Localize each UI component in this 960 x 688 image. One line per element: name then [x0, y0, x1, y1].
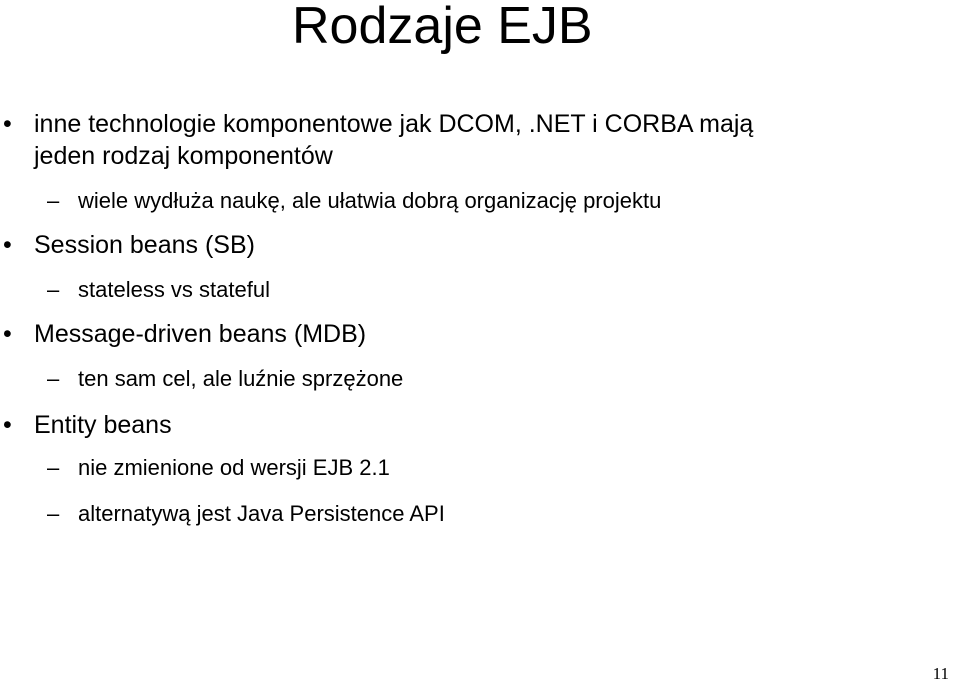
bullet-text: Entity beans [34, 411, 172, 439]
page-number: 11 [932, 664, 949, 683]
bullet-text: Session beans (SB) [34, 231, 255, 259]
dash-icon: – [47, 277, 60, 302]
bullet-text: Message-driven beans (MDB) [34, 320, 367, 348]
dash-icon: – [47, 188, 60, 213]
bullet-icon: • [3, 110, 12, 138]
bullet-text-line: inne technologie komponentowe jak DCOM, .NET i CORBA mają [34, 110, 754, 138]
sub-item-text: nie zmienione od wersji EJB 2.1 [78, 455, 390, 480]
dash-icon: – [47, 366, 60, 391]
bullet-icon: • [3, 411, 12, 439]
bullet-icon: • [3, 231, 12, 259]
dash-icon: – [47, 455, 60, 480]
slide-title: Rodzaje EJB [292, 0, 593, 55]
dash-icon: – [47, 501, 60, 526]
sub-item-text: ten sam cel, ale luźnie sprzężone [78, 366, 404, 391]
sub-item-text: alternatywą jest Java Persistence API [78, 501, 445, 526]
sub-item-text: stateless vs stateful [78, 277, 270, 302]
bullet-text-line: jeden rodzaj komponentów [34, 142, 333, 170]
sub-item-text: wiele wydłuża naukę, ale ułatwia dobrą organizację projektu [78, 188, 662, 213]
bullet-icon: • [3, 320, 12, 348]
